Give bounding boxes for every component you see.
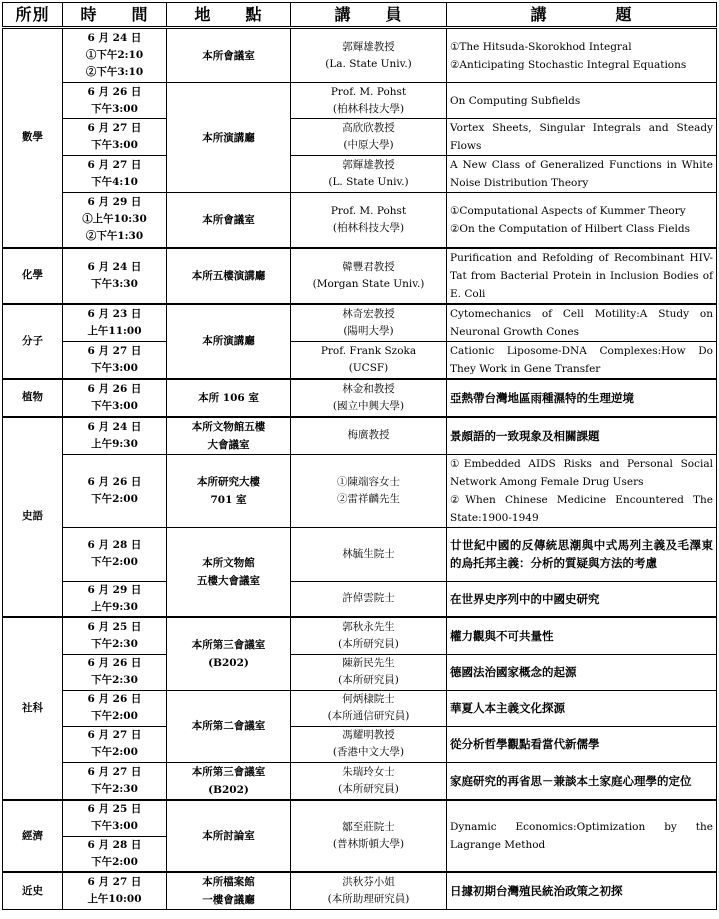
topic-cell: 從分析哲學觀點看當代新儒學 <box>447 726 717 762</box>
place-cell: 本所研究大樓 701 室 <box>167 454 291 527</box>
time-cell: 6 月 29 日 ①上午10:30 ②下午1:30 <box>63 193 167 248</box>
table-row <box>3 156 717 193</box>
place-cell: 本所會議室 <box>167 193 291 248</box>
topic-cell: Purification and Refolding of Recombinant HIV-Tat from Bacterial Protein in Inclusion Bodies of E. Coli <box>447 248 717 304</box>
dept-cell: 數學 <box>3 28 63 248</box>
time-cell: 6 月 25 日 下午2:30 <box>63 617 167 654</box>
speaker-cell: Prof. Frank Szoka (UCSF) <box>291 341 447 379</box>
speaker-cell: 梅廣教授 <box>291 417 447 455</box>
place-cell: 本所文物館 五樓大會議室 <box>167 527 291 617</box>
place-cell: 本所第二會議室 <box>167 690 291 762</box>
topic-cell: ①Computational Aspects of Kummer Theory ②On the Computation of Hilbert Class Fields <box>447 193 717 248</box>
speaker-cell: 馮耀明教授 (香港中文大學) <box>291 726 447 762</box>
time-cell: 6 月 27 日 下午3:00 <box>63 119 167 156</box>
dept-cell: 近史 <box>3 872 63 910</box>
speaker-cell: 何炳棣院士 (本所通信研究員) <box>291 690 447 726</box>
place-cell: 本所五樓演講廳 <box>167 248 291 304</box>
speaker-cell: Prof. M. Pohst (柏林科技大學) <box>291 193 447 248</box>
place-cell: 本所 106 室 <box>167 379 291 417</box>
speaker-cell: 郭輝雄教授 (L. State Univ.) <box>291 156 447 193</box>
topic-cell: ①Embedded AIDS Risks and Personal Social Network Among Female Drug Users ②When Chinese Medicine Encountered The State:1900-1949 <box>447 454 717 527</box>
topic-cell: 日據初期台灣殖民統治政策之初探 <box>447 872 717 910</box>
topic-cell: Cytomechanics of Cell Motility:A Study on Neuronal Growth Cones <box>447 304 717 342</box>
topic-cell: ①The Hitsuda-Skorokhod Integral ②Anticipating Stochastic Integral Equations <box>447 28 717 83</box>
time-cell: 6 月 29 日 上午9:30 <box>63 581 167 617</box>
topic-cell: 亞熱帶台灣地區雨種濕特的生理逆境 <box>447 379 717 417</box>
dept-cell: 化學 <box>3 248 63 304</box>
place-cell: 本所討論室 <box>167 800 291 872</box>
time-cell: 6 月 27 日 上午10:00 <box>63 872 167 910</box>
place-cell: 本所第三會議室 (B202) <box>167 617 291 690</box>
topic-cell: On Computing Subfields <box>447 83 717 119</box>
time-cell: 6 月 26 日 下午2:30 <box>63 654 167 690</box>
topic-cell: Cationic Liposome-DNA Complexes:How Do They Work in Gene Transfer <box>447 341 717 379</box>
time-cell: 6 月 25 日 下午3:00 <box>63 800 167 836</box>
schedule-page <box>2 2 716 916</box>
table-row <box>3 454 717 527</box>
table-row <box>3 248 717 304</box>
topic-cell: 景頗語的一致現象及相關課題 <box>447 417 717 455</box>
table-row <box>3 28 717 83</box>
table-row <box>3 527 717 581</box>
table-row <box>3 762 717 800</box>
table-row <box>3 83 717 119</box>
table-row <box>3 304 717 342</box>
time-cell: 6 月 27 日 下午3:00 <box>63 341 167 379</box>
dept-cell: 經濟 <box>3 800 63 872</box>
time-cell: 6 月 26 日 下午2:00 <box>63 690 167 726</box>
header-speaker: 講 員 <box>291 3 447 28</box>
speaker-cell: 洪秋芬小姐 (本所助理研究員) <box>291 872 447 910</box>
time-cell: 6 月 24 日 上午9:30 <box>63 417 167 455</box>
topic-cell: 華夏人本主義文化探源 <box>447 690 717 726</box>
dept-cell: 社科 <box>3 617 63 800</box>
time-cell: 6 月 28 日 下午2:00 <box>63 527 167 581</box>
speaker-cell: 朱瑞玲女士 (本所研究員) <box>291 762 447 800</box>
time-cell: 6 月 26 日 下午3:00 <box>63 83 167 119</box>
table-row <box>3 872 717 910</box>
table-row <box>3 690 717 726</box>
time-cell: 6 月 26 日 下午3:00 <box>63 379 167 417</box>
topic-cell: 家庭研究的再省思－兼談本土家庭心理學的定位 <box>447 762 717 800</box>
table-row <box>3 417 717 455</box>
place-cell: 本所演講廳 <box>167 83 291 193</box>
speaker-cell: 郭秋永先生 (本所研究員) <box>291 617 447 654</box>
table-row <box>3 341 717 379</box>
topic-cell: Vortex Sheets, Singular Integrals and Steady Flows <box>447 119 717 156</box>
table-row <box>3 800 717 836</box>
header-dept: 所別 <box>3 3 63 28</box>
dept-cell: 分子 <box>3 304 63 379</box>
topic-cell: 在世界史序列中的中國史研究 <box>447 581 717 617</box>
topic-cell: Dynamic Economics:Optimization by the Lagrange Method <box>447 800 717 872</box>
time-cell: 6 月 28 日 下午2:00 <box>63 836 167 872</box>
speaker-cell: ①陳端容女士 ②雷祥麟先生 <box>291 454 447 527</box>
time-cell: 6 月 27 日 下午4:10 <box>63 156 167 193</box>
table-row <box>3 581 717 617</box>
topic-cell: 德國法治國家概念的起源 <box>447 654 717 690</box>
topic-cell: A New Class of Generalized Functions in White Noise Distribution Theory <box>447 156 717 193</box>
header-time: 時 間 <box>63 3 167 28</box>
place-cell: 本所第三會議室 (B202) <box>167 762 291 800</box>
speaker-cell: 鄒至莊院士 (普林斯頓大學) <box>291 800 447 872</box>
speaker-cell: 許倬雲院士 <box>291 581 447 617</box>
speaker-cell: 林奇宏教授 (陽明大學) <box>291 304 447 342</box>
speaker-cell: 韓豐君教授 (Morgan State Univ.) <box>291 248 447 304</box>
time-cell: 6 月 24 日 ①下午2:10 ②下午3:10 <box>63 28 167 83</box>
time-cell: 6 月 24 日 下午3:30 <box>63 248 167 304</box>
table-row <box>3 119 717 156</box>
speaker-cell: 郭輝雄教授 (La. State Univ.) <box>291 28 447 83</box>
topic-cell: 權力觀與不可共量性 <box>447 617 717 654</box>
lecture-schedule-table <box>2 2 717 910</box>
time-cell: 6 月 23 日 上午11:00 <box>63 304 167 342</box>
speaker-cell: 林毓生院士 <box>291 527 447 581</box>
table-row <box>3 726 717 762</box>
place-cell: 本所文物館五樓 大會議室 <box>167 417 291 455</box>
header-topic: 講 題 <box>447 3 717 28</box>
time-cell: 6 月 27 日 下午2:30 <box>63 762 167 800</box>
place-cell: 本所演講廳 <box>167 304 291 379</box>
time-cell: 6 月 26 日 下午2:00 <box>63 454 167 527</box>
table-row <box>3 193 717 248</box>
place-cell: 本所檔案館 一樓會議廳 <box>167 872 291 910</box>
table-row <box>3 654 717 690</box>
table-row <box>3 379 717 417</box>
speaker-cell: 陳新民先生 (本所研究員) <box>291 654 447 690</box>
table-row <box>3 617 717 654</box>
dept-cell: 植物 <box>3 379 63 417</box>
place-cell: 本所會議室 <box>167 28 291 83</box>
time-cell: 6 月 27 日 下午2:00 <box>63 726 167 762</box>
header-row <box>3 3 717 28</box>
speaker-cell: 林金和教授 (國立中興大學) <box>291 379 447 417</box>
speaker-cell: Prof. M. Pohst (柏林科技大學) <box>291 83 447 119</box>
header-place: 地 點 <box>167 3 291 28</box>
topic-cell: 廿世紀中國的反傳統思潮與中式馬列主義及毛澤東的烏托邦主義：分析的質疑與方法的考慮 <box>447 527 717 581</box>
speaker-cell: 高欣欣教授 (中原大學) <box>291 119 447 156</box>
dept-cell: 史語 <box>3 417 63 618</box>
